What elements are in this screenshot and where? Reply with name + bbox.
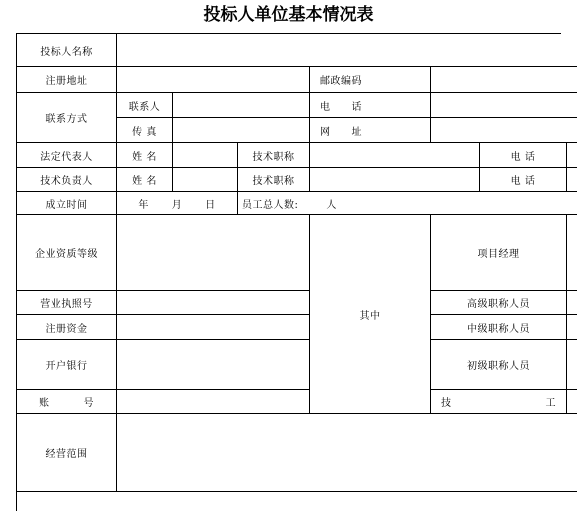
established-label: 成立时间 (17, 192, 117, 215)
postal-code-label: 邮政编码 (310, 67, 431, 93)
contact-method-label: 联系方式 (17, 93, 117, 143)
total-staff-field[interactable] (238, 192, 577, 215)
tech-lead-name-field[interactable] (173, 168, 238, 192)
legal-rep-phone-field[interactable] (567, 143, 577, 168)
reg-address-field[interactable] (117, 67, 310, 93)
project-manager-label: 项目经理 (431, 215, 567, 291)
bidder-name-label: 投标人名称 (17, 34, 117, 67)
page-title: 投标人单位基本情况表 (203, 5, 374, 25)
worker-label (431, 390, 567, 414)
reg-capital-label: 注册资金 (17, 315, 117, 340)
tech-lead-phone-label: 电 话 (480, 168, 567, 192)
project-manager-field[interactable] (567, 215, 577, 291)
bank-field[interactable] (117, 340, 310, 390)
fax-field[interactable] (173, 118, 310, 143)
tech-lead-name-label: 姓 名 (117, 168, 173, 192)
tech-lead-label: 技术负责人 (17, 168, 117, 192)
junior-staff-label: 初级职称人员 (431, 340, 567, 390)
reg-capital-field[interactable] (117, 315, 310, 340)
bank-label: 开户银行 (17, 340, 117, 390)
legal-rep-name-field[interactable] (173, 143, 238, 168)
info-table (16, 33, 561, 511)
account-label (17, 390, 117, 414)
license-no-label: 营业执照号 (17, 291, 117, 315)
scope-field[interactable] (117, 414, 577, 492)
legal-rep-title-field[interactable] (310, 143, 480, 168)
qualification-label: 企业资质等级 (17, 215, 117, 291)
bidder-name-field[interactable] (117, 34, 577, 67)
legal-rep-label: 法定代表人 (17, 143, 117, 168)
qualification-field[interactable] (117, 215, 310, 291)
fax-label: 传 真 (117, 118, 173, 143)
mid-staff-field[interactable] (567, 315, 577, 340)
contact-person-field[interactable] (173, 93, 310, 118)
junior-staff-field[interactable] (567, 340, 577, 390)
tech-lead-title-label: 技术职称 (238, 168, 310, 192)
account-field[interactable] (117, 390, 310, 414)
total-staff-label: 员工总人数: (242, 199, 299, 211)
worker-label-part2: 工 (545, 398, 556, 409)
senior-staff-label: 高级职称人员 (431, 291, 567, 315)
worker-field[interactable] (567, 390, 577, 414)
phone-field[interactable] (431, 93, 577, 118)
license-no-field[interactable] (117, 291, 310, 315)
website-label: 网 址 (310, 118, 431, 143)
tech-lead-phone-field[interactable] (567, 168, 577, 192)
worker-label-part1: 技 (441, 398, 452, 409)
persons-unit: 人 (326, 199, 337, 211)
legal-rep-name-label: 姓 名 (117, 143, 173, 168)
mid-staff-label: 中级职称人员 (431, 315, 567, 340)
account-label-part2: 号 (83, 398, 94, 409)
senior-staff-field[interactable] (567, 291, 577, 315)
scope-label: 经营范围 (17, 414, 117, 492)
tech-lead-title-field[interactable] (310, 168, 480, 192)
reg-address-label: 注册地址 (17, 67, 117, 93)
website-field[interactable] (431, 118, 577, 143)
phone-label: 电 话 (310, 93, 431, 118)
legal-rep-phone-label: 电 话 (480, 143, 567, 168)
among-label: 其中 (310, 215, 431, 414)
postal-code-field[interactable] (431, 67, 577, 93)
year-label: 年 (138, 199, 149, 211)
day-label: 日 (205, 199, 216, 211)
legal-rep-title-label: 技术职称 (238, 143, 310, 168)
contact-person-label: 联系人 (117, 93, 173, 118)
account-label-part1: 账 (39, 398, 50, 409)
month-label: 月 (171, 199, 183, 211)
established-date-field[interactable] (117, 192, 238, 215)
